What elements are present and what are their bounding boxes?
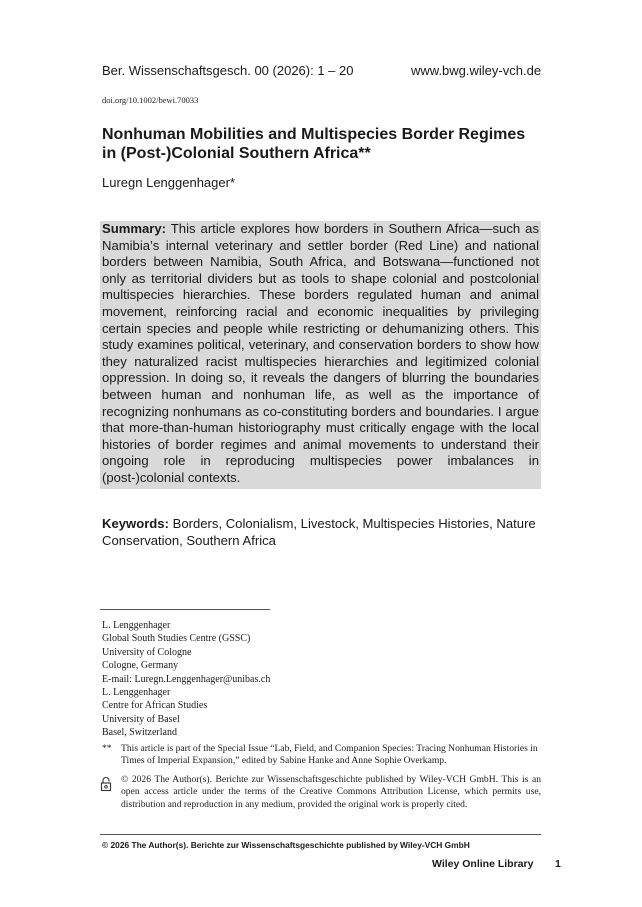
doi-link[interactable]: doi.org/10.1002/bewi.70033 xyxy=(102,95,199,105)
page-number: 1 xyxy=(555,858,561,870)
footnote-divider xyxy=(100,609,270,610)
article-author: Luregn Lenggenhager* xyxy=(102,175,236,190)
summary-label: Summary: xyxy=(102,221,167,236)
special-issue-footnote-mark: ** xyxy=(102,743,112,754)
footer-divider xyxy=(100,834,541,835)
article-title: Nonhuman Mobilities and Multispecies Border Regimes in (Post-)Colonial Southern Africa** xyxy=(102,126,526,162)
journal-reference: Ber. Wissenschaftsgesch. 00 (2026): 1 – 20 xyxy=(102,63,354,78)
journal-website-link[interactable]: www.bwg.wiley-vch.de xyxy=(411,63,542,78)
keywords xyxy=(102,515,542,549)
open-lock-icon xyxy=(100,776,114,792)
open-access-license-note: © 2026 The Author(s). Berichte zur Wissenschaftsgeschichte published by Wiley-VCH GmbH. This is an open access article under the terms of the Creative Commons Attribution License, which permits use, distribution and reproduction in any medium, provided the original work is properly cited. xyxy=(121,774,541,810)
affiliation-line: Cologne, Germany xyxy=(102,660,179,672)
author-email-link[interactable]: E-mail: Luregn.Lenggenhager@unibas.ch xyxy=(102,673,271,685)
affiliation-line: Basel, Switzerland xyxy=(102,727,177,739)
wiley-online-library-link[interactable]: Wiley Online Library xyxy=(432,858,534,870)
keywords-label: Keywords: xyxy=(102,516,169,531)
summary-text: This article explores how borders in Southern Africa—such as Namibia’s internal veterinary and settler border (Red Line) and national borders between Namibia, South Africa, and Botswana—functioned not only as territorial dividers but as tools to shape colonial and postcolonial multispecies hierarchies. These borders regulated human and animal movement, reinforcing racial and economic inequalities by privileging certain species and people while restricting or dehumanizing others. This study examines political, veterinary, and conservation borders to show how they naturalized racist multispecies hierarchies and legitimized colonial oppression. In doing so, it reveals the dangers of blurring the boundaries between human and nonhuman life, as well as the importance of recognizing nonhumans as co-constituting borders and boundaries. I argue that more-than-human historiography must critically engage with the local histories of border regimes and animal movements to understand their ongoing role in reproducing multispecies power imbalances in (post-)colonial contexts. xyxy=(102,221,539,485)
affiliation-line: University of Basel xyxy=(102,713,180,725)
keywords-text: Borders, Colonialism, Livestock, Multispecies Histories, Nature Conservation, Southern Africa xyxy=(102,516,536,548)
affiliation-line: Centre for African Studies xyxy=(102,700,208,712)
footer-copyright: © 2026 The Author(s). Berichte zur Wissenschaftsgeschichte published by Wiley-VCH GmbH xyxy=(102,840,470,850)
summary-box xyxy=(100,221,541,489)
affiliation-line: Global South Studies Centre (GSSC) xyxy=(102,633,251,645)
affiliations-block xyxy=(102,619,270,740)
special-issue-footnote: This article is part of the Special Issue “Lab, Field, and Companion Species: Tracing Nonhuman Histories in Times of Imperial Expansion,” edited by Sabine Hanke and Anne Sophie Overkamp. xyxy=(121,743,538,767)
affiliation-line: L. Lenggenhager xyxy=(102,620,171,631)
affiliation-line: L. Lenggenhager xyxy=(102,687,171,699)
affiliation-line: University of Cologne xyxy=(102,646,192,658)
